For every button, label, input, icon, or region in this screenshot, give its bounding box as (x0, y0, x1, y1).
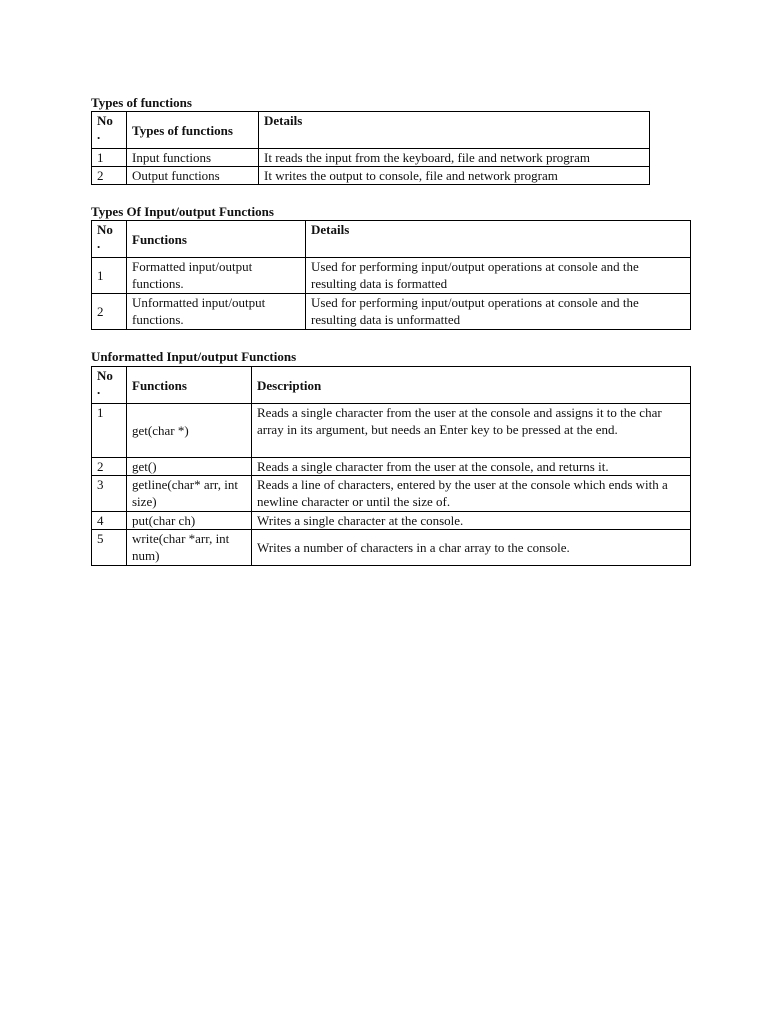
row-name: Formatted input/output functions. (127, 258, 306, 294)
table-row (92, 512, 691, 530)
header-functions: Functions (127, 367, 252, 404)
header-types-of-functions: Types of functions (127, 112, 259, 149)
header-no-dot: . (97, 127, 101, 142)
row-detail: It writes the output to console, file and network program (259, 167, 650, 185)
row-detail: Writes a single character at the console. (252, 512, 691, 530)
table-header-row (92, 112, 650, 149)
row-name: getline(char* arr, int size) (127, 476, 252, 512)
table-header-row (92, 221, 691, 258)
table-row (92, 476, 691, 512)
header-no-dot: . (97, 236, 101, 251)
row-detail: Used for performing input/output operations at console and the resulting data is unformatted (306, 294, 691, 330)
header-details: Details (259, 112, 650, 149)
table-row (92, 404, 691, 458)
table-row (92, 458, 691, 476)
row-name: get() (127, 458, 252, 476)
row-name: Output functions (127, 167, 259, 185)
row-detail: Writes a number of characters in a char array to the console. (252, 530, 691, 566)
header-description: Description (252, 367, 691, 404)
row-number: 2 (92, 167, 127, 185)
row-detail: Reads a single character from the user at the console, and returns it. (252, 458, 691, 476)
row-detail: It reads the input from the keyboard, file and network program (259, 149, 650, 167)
table-row (92, 530, 691, 566)
row-name: get(char *) (127, 404, 252, 458)
row-detail: Reads a single character from the user at the console and assigns it to the char array in its argument, but needs an Enter key to be pressed at the end. (252, 404, 691, 458)
row-number: 1 (92, 404, 127, 458)
row-number: 2 (92, 458, 127, 476)
row-number: 5 (92, 530, 127, 566)
header-no-label: No (97, 113, 113, 128)
section-title-io-functions: Types Of Input/output Functions (91, 204, 274, 219)
header-no-label: No (97, 368, 113, 383)
row-number: 4 (92, 512, 127, 530)
table-row (92, 294, 691, 330)
row-number: 1 (92, 258, 127, 294)
header-no (92, 221, 127, 258)
header-no-dot: . (97, 382, 101, 397)
header-functions: Functions (127, 221, 306, 258)
row-name: Unformatted input/output functions. (127, 294, 306, 330)
io-functions-table (91, 220, 691, 330)
section-title-unformatted-io: Unformatted Input/output Functions (91, 349, 297, 364)
table-row (92, 258, 691, 294)
section-title-types-of-functions: Types of functions (91, 95, 192, 110)
types-of-functions-table (91, 111, 650, 185)
table-row (92, 149, 650, 167)
row-number: 1 (92, 149, 127, 167)
row-name: write(char *arr, int num) (127, 530, 252, 566)
row-name: Input functions (127, 149, 259, 167)
header-no (92, 367, 127, 404)
row-name: put(char ch) (127, 512, 252, 530)
header-details: Details (306, 221, 691, 258)
header-no-label: No (97, 222, 113, 237)
table-row (92, 167, 650, 185)
row-number: 2 (92, 294, 127, 330)
row-detail: Reads a line of characters, entered by the user at the console which ends with a newline character or until the size of. (252, 476, 691, 512)
unformatted-io-table (91, 366, 691, 566)
header-no (92, 112, 127, 149)
row-number: 3 (92, 476, 127, 512)
row-detail: Used for performing input/output operations at console and the resulting data is formatted (306, 258, 691, 294)
table-header-row (92, 367, 691, 404)
